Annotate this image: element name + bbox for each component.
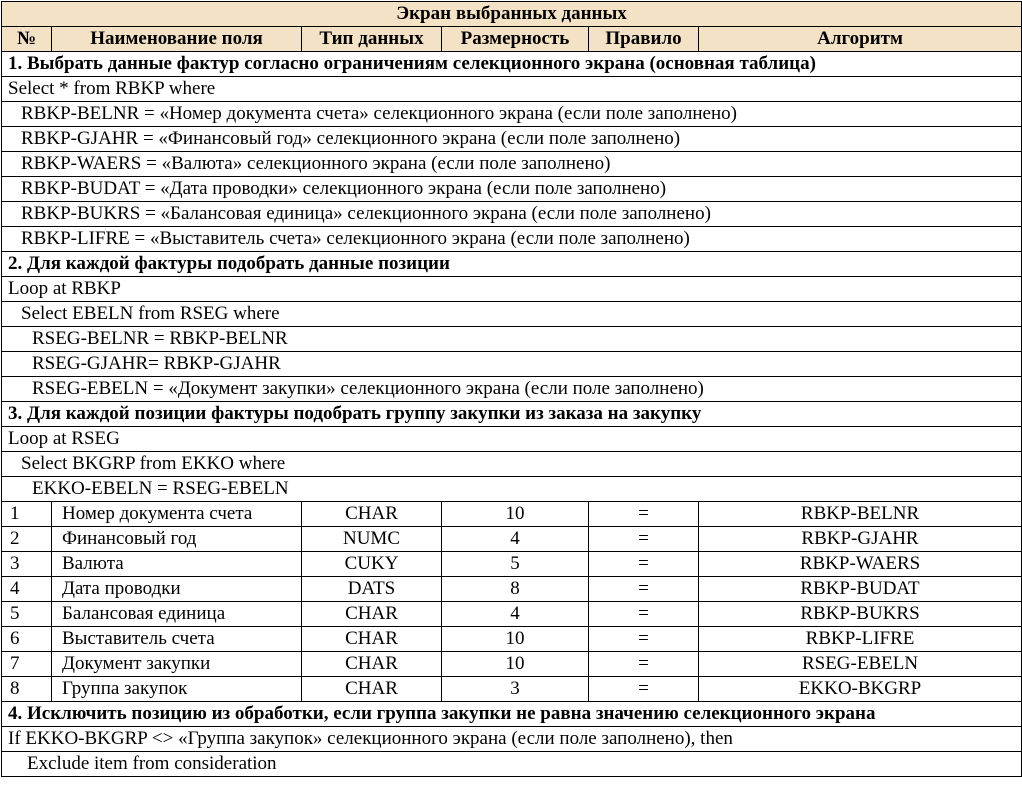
code-line [2,427,1022,452]
field-row [2,577,1022,602]
field-row [2,652,1022,677]
header-data-type: Тип данных [302,27,442,52]
code-text: Select EBELN from RSEG where [2,302,1022,327]
field-row [2,677,1022,702]
code-line [2,77,1022,102]
field-row [2,527,1022,552]
field-algorithm: RBKP-WAERS [699,552,1022,577]
field-num: 8 [2,677,52,702]
field-rule: = [589,652,699,677]
field-size: 4 [442,527,589,552]
field-algorithm: EKKO-BKGRP [699,677,1022,702]
code-text: RBKP-BUDAT = «Дата проводки» селекционного экрана (если поле заполнено) [2,177,1022,202]
field-row [2,552,1022,577]
code-line [2,202,1022,227]
section-heading: 3. Для каждой позиции фактуры подобрать группу закупки из заказа на закупку [2,402,1022,427]
field-rule: = [589,602,699,627]
code-line [2,277,1022,302]
field-name: Номер документа счета [52,502,302,527]
section-heading: 1. Выбрать данные фактур согласно ограничениям селекционного экрана (основная таблица) [2,52,1022,77]
field-type: CUKY [302,552,442,577]
header-rule: Правило [589,27,699,52]
field-name: Балансовая единица [52,602,302,627]
field-name: Выставитель счета [52,627,302,652]
code-text: RBKP-BUKRS = «Балансовая единица» селекционного экрана (если поле заполнено) [2,202,1022,227]
field-size: 10 [442,502,589,527]
code-line [2,227,1022,252]
field-size: 8 [442,577,589,602]
field-size: 10 [442,627,589,652]
code-line [2,352,1022,377]
code-text: RBKP-GJAHR = «Финансовый год» селекционного экрана (если поле заполнено) [2,127,1022,152]
code-text: RSEG-GJAHR= RBKP-GJAHR [2,352,1022,377]
field-algorithm: RBKP-BUDAT [699,577,1022,602]
field-name: Валюта [52,552,302,577]
field-num: 4 [2,577,52,602]
spec-table [1,1,1022,777]
field-type: NUMC [302,527,442,552]
code-text: RBKP-LIFRE = «Выставитель счета» селекционного экрана (если поле заполнено) [2,227,1022,252]
field-num: 1 [2,502,52,527]
field-size: 4 [442,602,589,627]
code-line [2,302,1022,327]
header-algorithm: Алгоритм [699,27,1022,52]
field-algorithm: RBKP-LIFRE [699,627,1022,652]
code-text: Select * from RBKP where [2,77,1022,102]
section-heading: 4. Исключить позицию из обработки, если группа закупки не равна значению селекционного экрана [2,702,1022,727]
field-num: 2 [2,527,52,552]
code-line [2,127,1022,152]
field-row [2,602,1022,627]
field-size: 3 [442,677,589,702]
code-line [2,452,1022,477]
field-type: DATS [302,577,442,602]
code-line [2,727,1022,752]
field-row [2,502,1022,527]
field-num: 7 [2,652,52,677]
code-line [2,477,1022,502]
field-name: Группа закупок [52,677,302,702]
code-line [2,152,1022,177]
field-rule: = [589,527,699,552]
field-num: 5 [2,602,52,627]
table-title: Экран выбранных данных [2,2,1022,27]
field-rule: = [589,552,699,577]
code-text: RSEG-BELNR = RBKP-BELNR [2,327,1022,352]
code-line [2,177,1022,202]
section-heading: 2. Для каждой фактуры подобрать данные позиции [2,252,1022,277]
code-text: RBKP-WAERS = «Валюта» селекционного экрана (если поле заполнено) [2,152,1022,177]
field-size: 5 [442,552,589,577]
field-algorithm: RSEG-EBELN [699,652,1022,677]
code-line [2,752,1022,777]
code-text: Loop at RBKP [2,277,1022,302]
code-text: If EKKO-BKGRP <> «Группа закупок» селекционного экрана (если поле заполнено), then [2,727,1022,752]
field-type: CHAR [302,652,442,677]
field-name: Финансовый год [52,527,302,552]
header-field-name: Наименование поля [52,27,302,52]
field-type: CHAR [302,502,442,527]
code-text: Select BKGRP from EKKO where [2,452,1022,477]
field-type: CHAR [302,627,442,652]
field-algorithm: RBKP-BUKRS [699,602,1022,627]
field-rule: = [589,627,699,652]
section-4-heading-row [2,702,1022,727]
code-text: Exclude item from consideration [2,752,1022,777]
title-row [2,2,1022,27]
field-algorithm: RBKP-BELNR [699,502,1022,527]
field-rule: = [589,677,699,702]
field-name: Дата проводки [52,577,302,602]
header-row [2,27,1022,52]
field-algorithm: RBKP-GJAHR [699,527,1022,552]
field-type: CHAR [302,602,442,627]
code-line [2,102,1022,127]
code-text: Loop at RSEG [2,427,1022,452]
field-row [2,627,1022,652]
section-2-heading-row [2,252,1022,277]
field-num: 6 [2,627,52,652]
field-name: Документ закупки [52,652,302,677]
code-text: RSEG-EBELN = «Документ закупки» селекционного экрана (если поле заполнено) [2,377,1022,402]
field-num: 3 [2,552,52,577]
section-1-heading-row [2,52,1022,77]
field-type: CHAR [302,677,442,702]
field-size: 10 [442,652,589,677]
code-line [2,377,1022,402]
code-text: RBKP-BELNR = «Номер документа счета» селекционного экрана (если поле заполнено) [2,102,1022,127]
code-text: EKKO-EBELN = RSEG-EBELN [2,477,1022,502]
section-3-heading-row [2,402,1022,427]
header-size: Размерность [442,27,589,52]
field-rule: = [589,577,699,602]
code-line [2,327,1022,352]
header-num: № [2,27,52,52]
field-rule: = [589,502,699,527]
